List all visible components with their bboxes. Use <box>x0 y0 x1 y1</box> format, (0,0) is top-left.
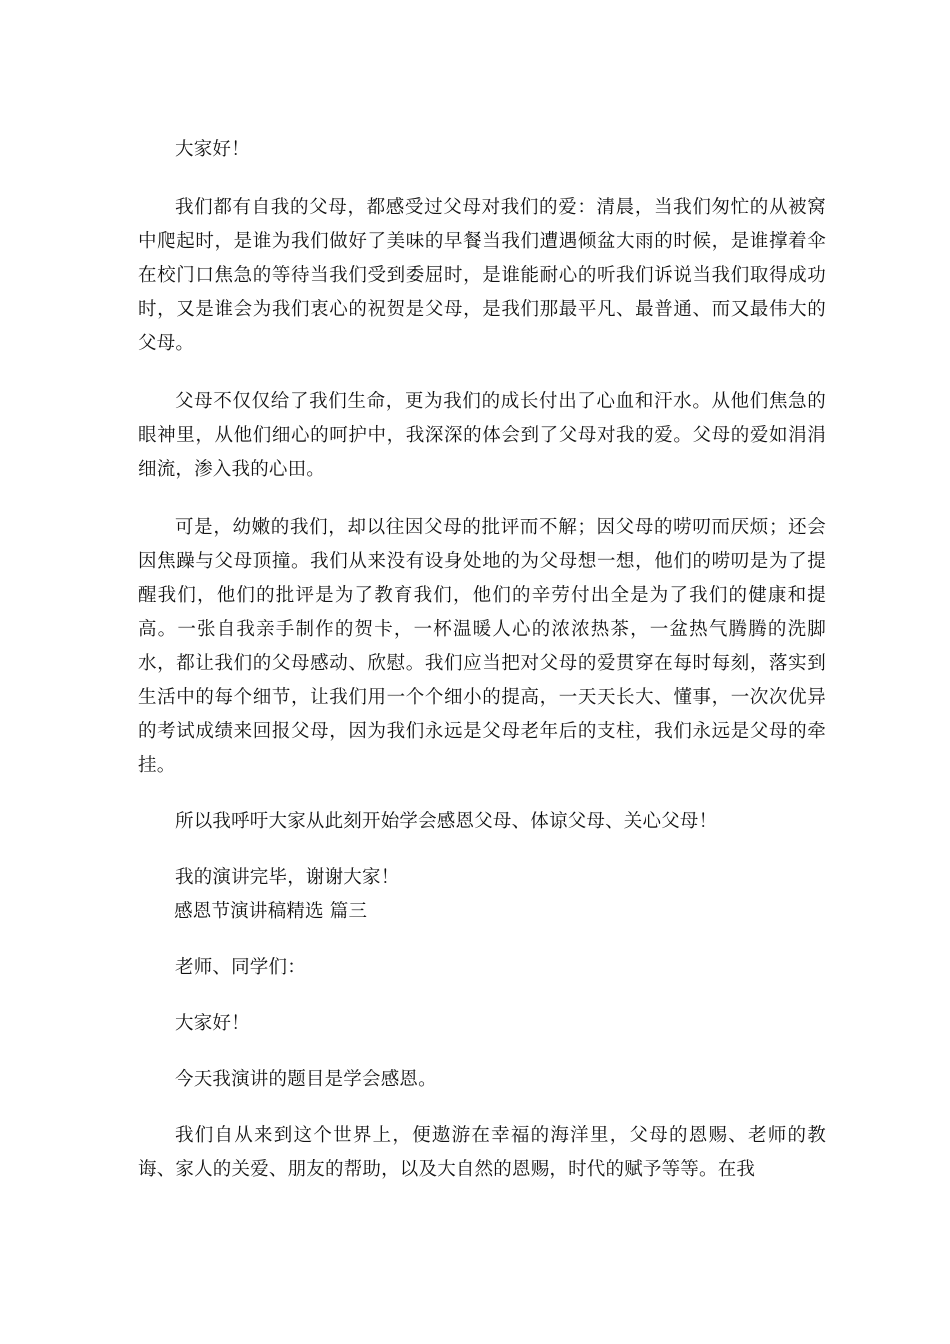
salutation-paragraph: 老师、同学们： <box>175 957 306 978</box>
body-paragraph-call-to-action: 所以我呼吁大家从此刻开始学会感恩父母、体谅父母、关心父母！ <box>175 811 718 832</box>
body-paragraph-repay-parents: 可是，幼嫩的我们，却以往因父母的批评而不解；因父母的唠叨而厌烦；还会因焦躁与父母顶撞。我们从来没有设身处地的为父母想一想，他们的唠叨是为了提醒我们，他们的批评是为了教育我们，他们的辛劳付出全是为了我们的健康和提高。一张自我亲手制作的贺卡，一杯温暖人心的浓浓热茶，一盆热气腾腾的洗脚水，都让我们的父母感动、欣慰。我们应当把对父母的爱贯穿在每时每刻，落实到生活中的每个细节，让我们用一个个细小的提高，一天天长大、懂事，一次次优异的考试成绩来回报父母，因为我们永远是父母老年后的支柱，我们永远是父母的牵挂。 <box>138 517 826 776</box>
section-heading: 感恩节演讲稿精选 篇三 <box>174 901 368 922</box>
greeting-paragraph-2: 大家好！ <box>175 1013 250 1034</box>
body-paragraph-parents-love: 我们都有自我的父母，都感受过父母对我们的爱：清晨，当我们匆忙的从被窝中爬起时，是谁为我们做好了美味的早餐当我们遭遇倾盆大雨的时候，是谁撑着伞在校门口焦急的等待当我们受到委屈时，是谁能耐心的听我们诉说当我们取得成功时，又是谁会为我们衷心的祝贺是父母，是我们那最平凡、最普通、而又最伟大的父母。 <box>138 197 826 354</box>
greeting-paragraph: 大家好！ <box>175 139 250 160</box>
closing-paragraph: 我的演讲完毕，谢谢大家！ <box>175 867 400 888</box>
topic-paragraph: 今天我演讲的题目是学会感恩。 <box>175 1069 437 1090</box>
body-paragraph-gratitude: 我们自从来到这个世界上，便遨游在幸福的海洋里，父母的恩赐、老师的教诲、家人的关爱、朋友的帮助，以及大自然的恩赐，时代的赋予等等。在我 <box>138 1125 826 1180</box>
document-body <box>138 133 826 1187</box>
body-paragraph-life-given: 父母不仅仅给了我们生命，更为我们的成长付出了心血和汗水。从他们焦急的眼神里，从他们细心的呵护中，我深深的体会到了父母对我的爱。父母的爱如涓涓细流，渗入我的心田。 <box>138 391 826 480</box>
